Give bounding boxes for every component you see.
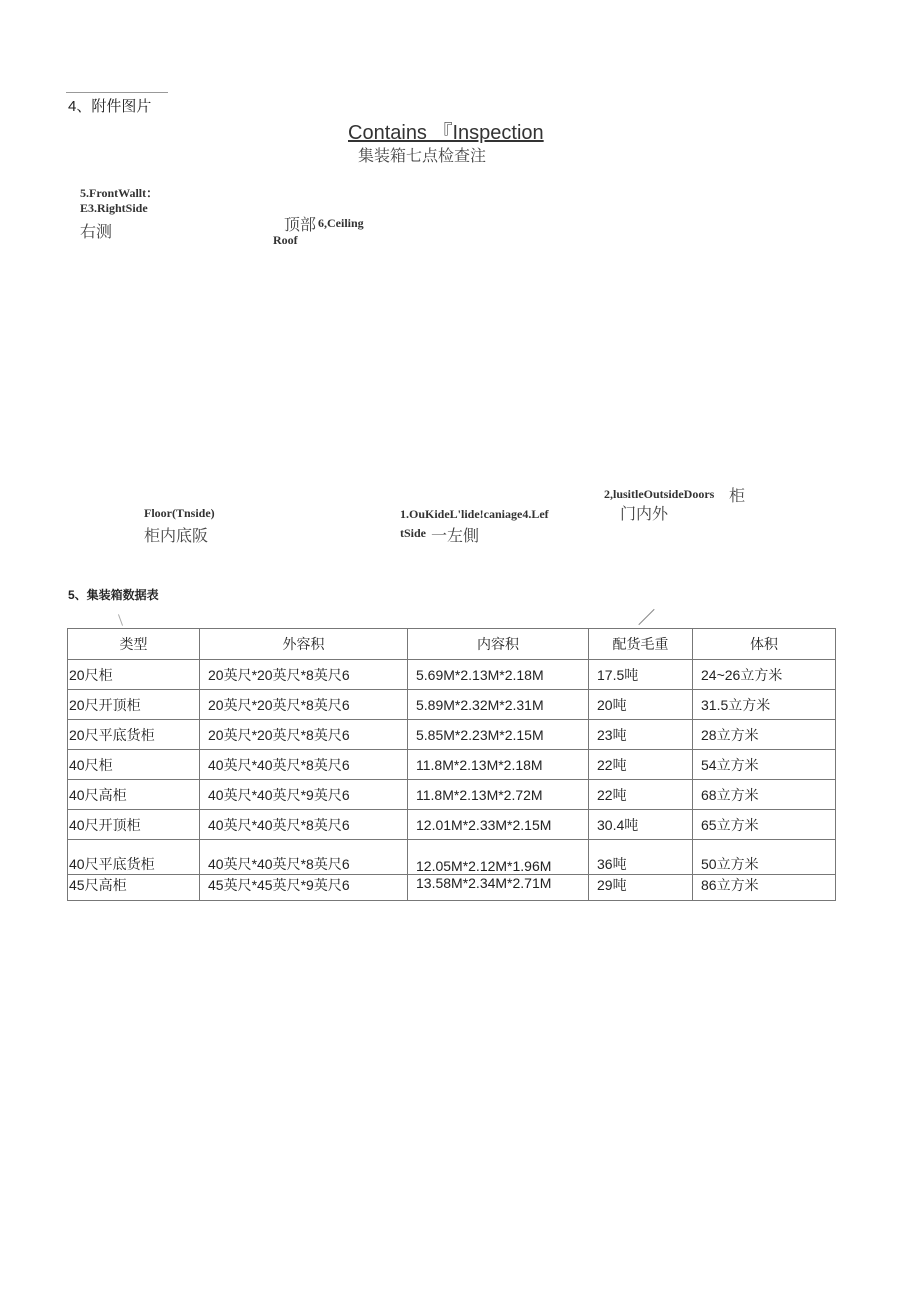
table-row [68, 690, 836, 720]
cell-inner-volume: 12.05M*2.12M*1.96M [408, 840, 589, 875]
table-header-row [68, 629, 836, 660]
section-5-heading: 5、集装箱数据表 [68, 588, 159, 602]
cell-outer-volume: 20英尺*20英尺*8英尺6 [200, 660, 408, 690]
cell-type: 40尺高柜 [68, 780, 200, 810]
table-row [68, 875, 836, 901]
cell-inner-volume: 11.8M*2.13M*2.72M [408, 780, 589, 810]
cell-type: 40尺平底货柜 [68, 840, 200, 875]
cell-outer-volume: 20英尺*20英尺*8英尺6 [200, 690, 408, 720]
cell-inner-volume: 13.58M*2.34M*2.71M [408, 875, 589, 901]
table-row [68, 780, 836, 810]
cell-type: 40尺柜 [68, 750, 200, 780]
label-left-side: tSide [400, 526, 427, 540]
cell-gross-weight: 36吨 [589, 840, 693, 875]
cell-inner-volume: 12.01M*2.33M*2.15M [408, 810, 589, 840]
container-data-table [67, 628, 836, 901]
cell-outer-volume: 40英尺*40英尺*8英尺6 [200, 810, 408, 840]
cell-type: 20尺开顶柜 [68, 690, 200, 720]
inspection-title-en: Contains 『Inspection [348, 122, 544, 144]
label-doors-cn-1: 柜 [729, 486, 746, 505]
header-gross-weight: 配货毛重 [589, 629, 693, 660]
label-outside-doors: 2,lusitleOutsideDoors [604, 487, 715, 501]
label-right-side-cn: 右测 [80, 222, 113, 241]
table-row [68, 750, 836, 780]
cell-inner-volume: 5.69M*2.13M*2.18M [408, 660, 589, 690]
table-row [68, 660, 836, 690]
cell-volume: 31.5立方米 [693, 690, 836, 720]
header-inner-volume: 内容积 [408, 629, 589, 660]
cell-inner-volume: 5.89M*2.32M*2.31M [408, 690, 589, 720]
cell-type: 20尺柜 [68, 660, 200, 690]
inspection-title-cn: 集装箱七点检查注 [358, 148, 487, 165]
cell-inner-volume: 11.8M*2.13M*2.18M [408, 750, 589, 780]
cell-volume: 65立方米 [693, 810, 836, 840]
cell-type: 20尺平底货柜 [68, 720, 200, 750]
cell-volume: 68立方米 [693, 780, 836, 810]
table-row [68, 840, 836, 875]
cell-volume: 50立方米 [693, 840, 836, 875]
cell-outer-volume: 40英尺*40英尺*8英尺6 [200, 840, 408, 875]
cell-gross-weight: 22吨 [589, 750, 693, 780]
cell-gross-weight: 29吨 [589, 875, 693, 901]
header-outer-volume: 外容积 [200, 629, 408, 660]
table-row [68, 810, 836, 840]
cell-inner-volume: 5.85M*2.23M*2.15M [408, 720, 589, 750]
cell-type: 45尺高柜 [68, 875, 200, 901]
scan-mark [118, 614, 123, 626]
cell-volume: 28立方米 [693, 720, 836, 750]
cell-outer-volume: 40英尺*40英尺*8英尺6 [200, 750, 408, 780]
cell-outer-volume: 20英尺*20英尺*8英尺6 [200, 720, 408, 750]
cell-gross-weight: 22吨 [589, 780, 693, 810]
label-left-side-cn: 一左側 [431, 526, 480, 545]
cell-outer-volume: 40英尺*40英尺*9英尺6 [200, 780, 408, 810]
cell-outer-volume: 45英尺*45英尺*9英尺6 [200, 875, 408, 901]
cell-volume: 24~26立方米 [693, 660, 836, 690]
top-rule [66, 92, 168, 93]
label-ceiling-cn: 顶部 [284, 215, 317, 234]
table-row [68, 720, 836, 750]
header-volume: 体积 [693, 629, 836, 660]
scan-mark [638, 609, 654, 625]
label-floor: Floor(Tnside) [144, 506, 215, 520]
cell-gross-weight: 17.5吨 [589, 660, 693, 690]
label-outside-undercarriage: 1.OuKideL'lide!caniage4.Lef [400, 507, 549, 521]
label-ceiling-en: 6,Ceiling [318, 216, 364, 230]
cell-gross-weight: 23吨 [589, 720, 693, 750]
label-floor-cn: 柜内底阪 [144, 526, 209, 545]
cell-gross-weight: 30.4吨 [589, 810, 693, 840]
cell-volume: 86立方米 [693, 875, 836, 901]
label-front-wall-right-side: 5.FrontWallt：E3.RightSide [80, 186, 159, 215]
cell-gross-weight: 20吨 [589, 690, 693, 720]
cell-type: 40尺开顶柜 [68, 810, 200, 840]
label-doors-cn-2: 门内外 [620, 504, 669, 523]
cell-volume: 54立方米 [693, 750, 836, 780]
header-type: 类型 [68, 629, 200, 660]
section-4-heading: 4、附件图片 [68, 98, 152, 115]
label-roof: Roof [273, 233, 298, 247]
